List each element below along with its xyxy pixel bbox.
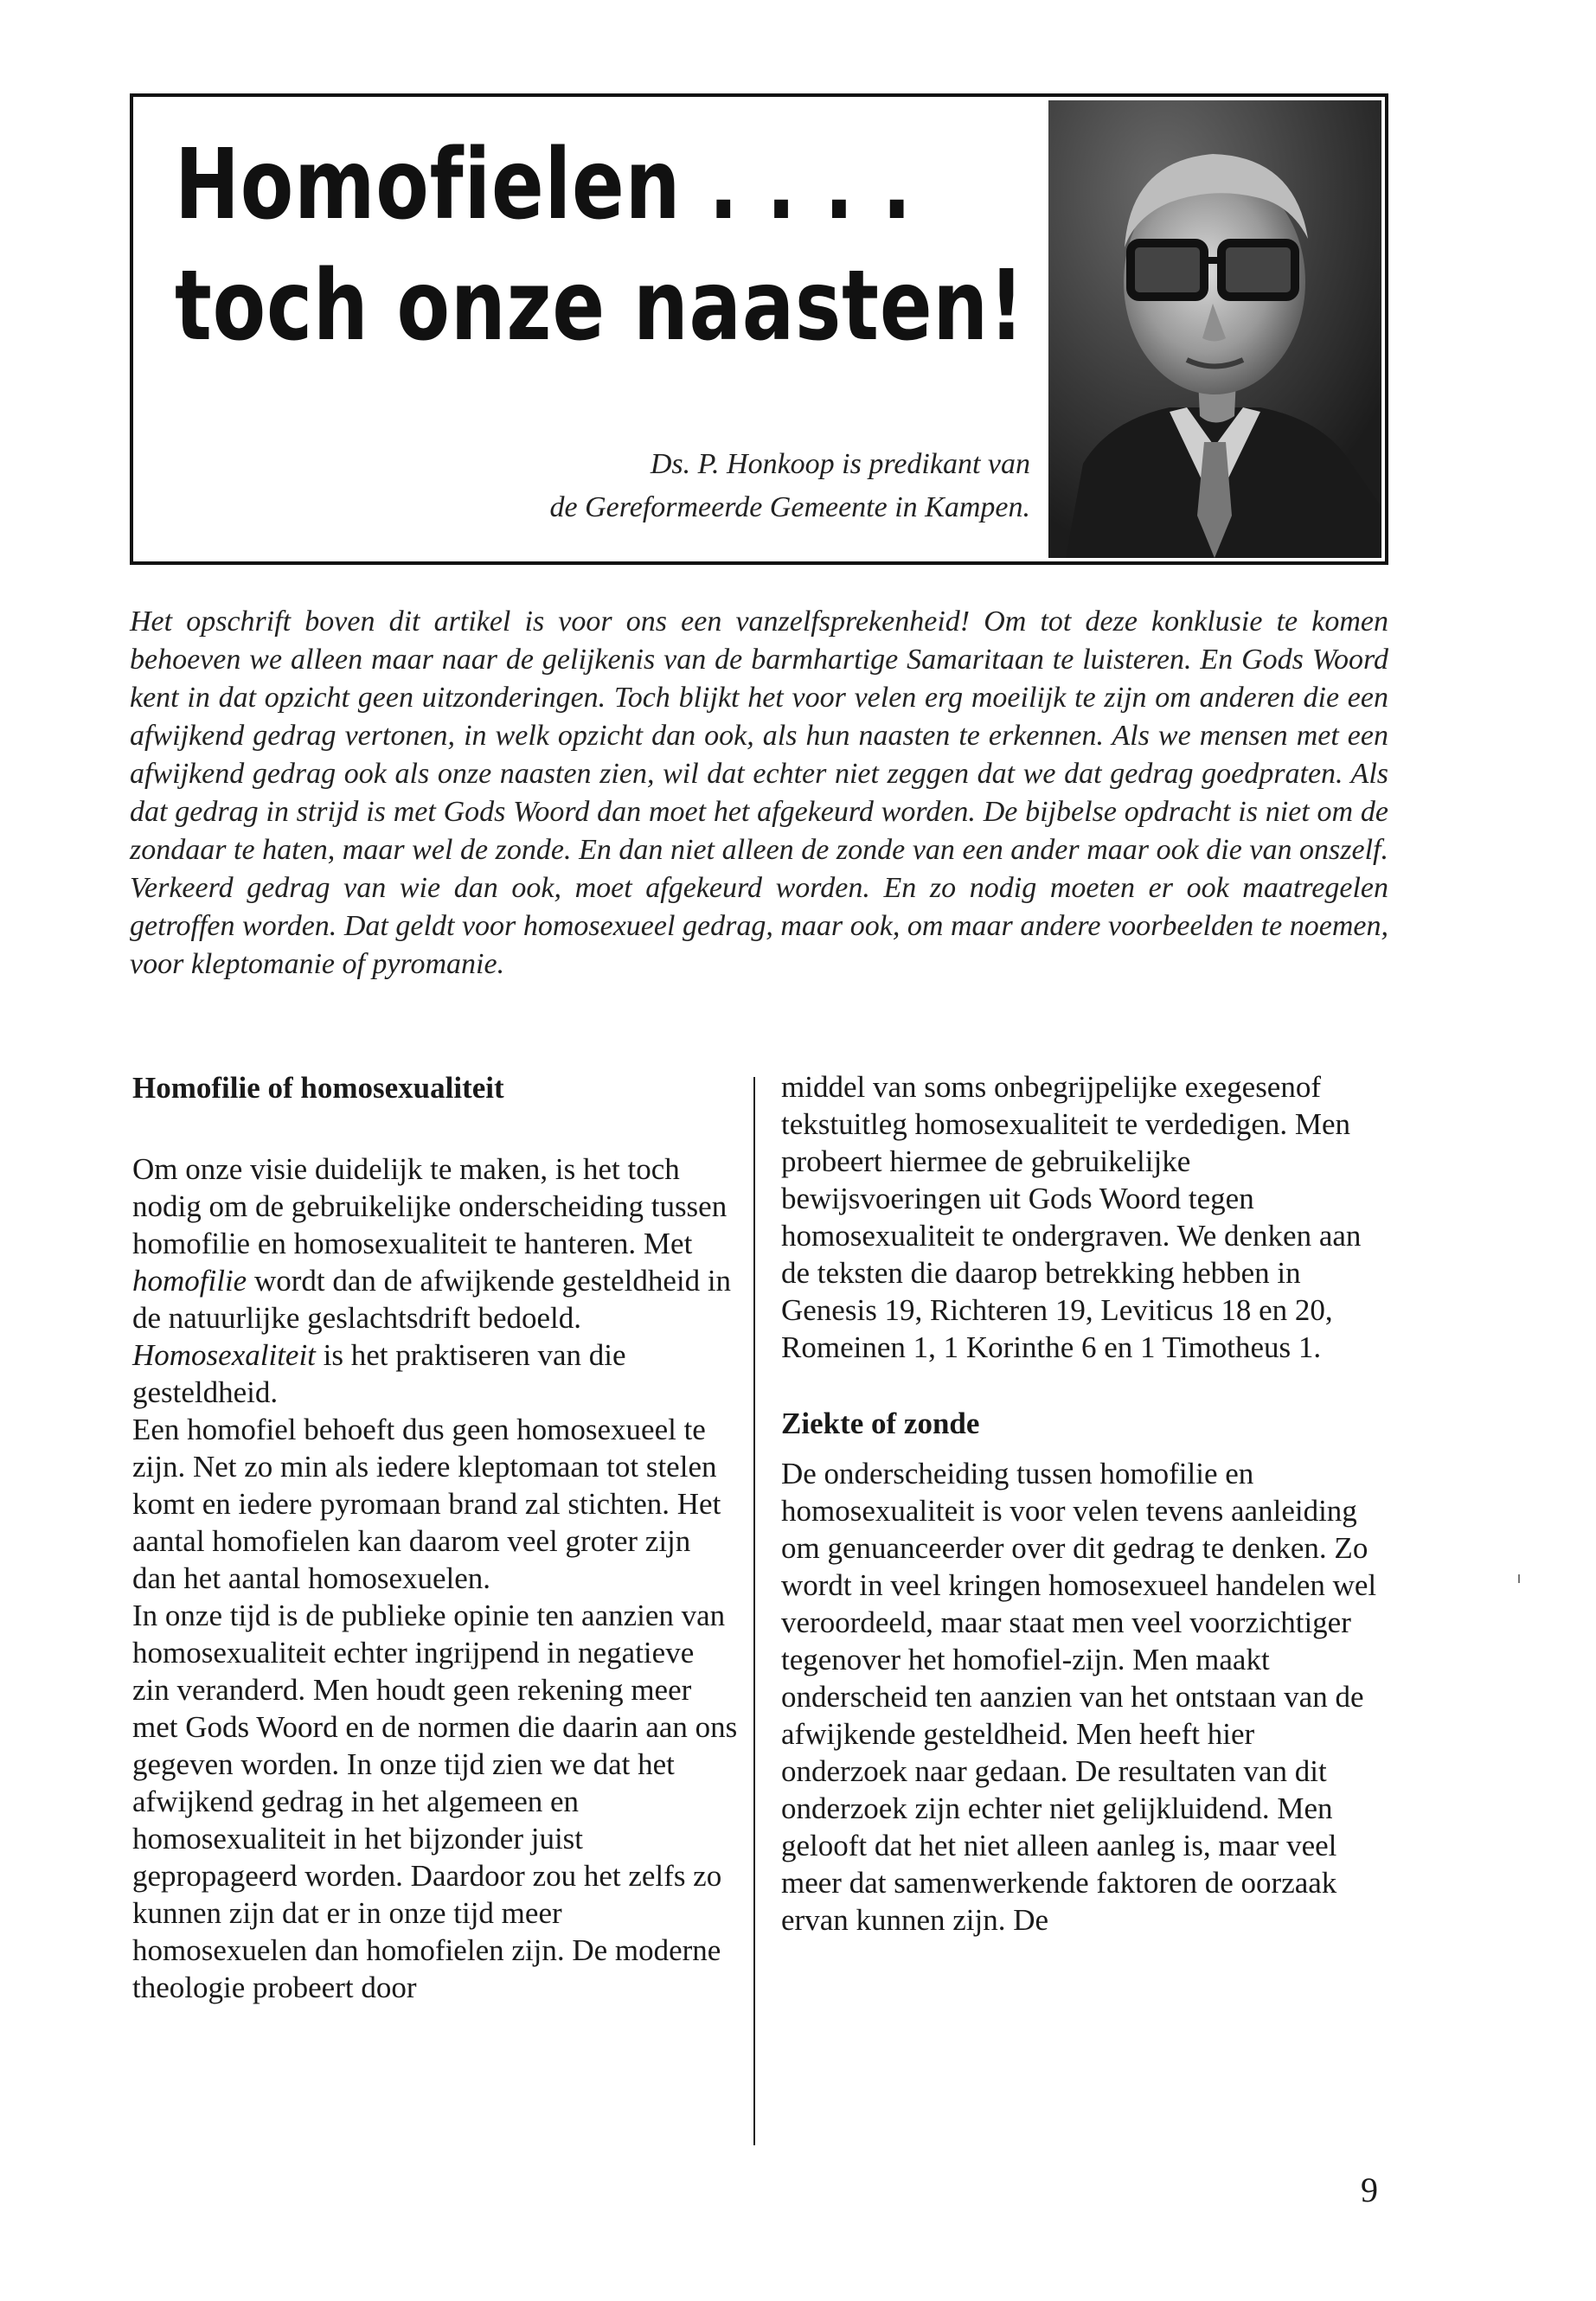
- section1-continuation: middel van soms onbegrijpelijke exegesenof tekstuitleg homosexualiteit te verdedigen. Men probeert hiermee de gebruikelijke bewijsvoeringen uit Gods Woord tegen homosexualiteit te ondergraven. We denken aan de teksten die daarop betrekking hebben in Genesis 19, Richteren 19, Leviticus 18 en 20, Romeinen 1, 1 Korinthe 6 en 1 Timotheus 1.: [781, 1070, 1362, 1364]
- column-left: [132, 1068, 738, 2006]
- author-portrait-icon: [1048, 100, 1381, 558]
- caption-line-1: Ds. P. Honkoop is predikant van: [650, 448, 1030, 480]
- section-heading-homofilie: Homofilie of homosexualiteit: [132, 1071, 504, 1105]
- caption-line-2: de Gereformeerde Gemeente in Kampen.: [549, 491, 1030, 523]
- article-title: [175, 125, 1025, 367]
- p1-text-end: is het praktiseren van die gesteldheid.: [132, 1338, 626, 1409]
- column-divider: [753, 1077, 755, 2145]
- section1-paragraph-3: In onze tijd is de publieke opinie ten aanzien van homosexualiteit echter ingrijpend in negatieve zin veranderd. Men houdt geen rekening meer met Gods Woord en de normen die daarin aan ons gegeven worden. In onze tijd zien we dat het afwijkend gedrag in het algemeen en homosexualiteit in het bijzonder juist gepropageerd worden. Daardoor zou het zelfs zo kunnen zijn dat er in onze tijd meer homosexuelen dan homofielen zijn. De moderne theologie probeert door: [132, 1599, 738, 2004]
- author-photo: [1048, 100, 1381, 558]
- term-homosexaliteit: Homosexaliteit: [132, 1338, 316, 1372]
- title-line-1: Homofielen . . . .: [175, 129, 913, 241]
- p1-text-start: Om onze visie duidelijk te maken, is het toch nodig om de gebruikelijke onderscheiding tussen homofilie en homosexualiteit te hanteren. Met: [132, 1152, 727, 1260]
- page-number: 9: [1361, 2170, 1378, 2209]
- section-heading-ziekte: Ziekte of zonde: [781, 1407, 980, 1440]
- title-line-2: toch onze naasten!: [175, 250, 1025, 362]
- author-caption: [550, 443, 1030, 529]
- scan-mark: [1518, 1574, 1520, 1583]
- article-header: [130, 93, 1388, 565]
- section1-paragraph-2: Een homofiel behoeft dus geen homosexueel te zijn. Net zo min als iedere kleptomaan tot stelen komt en iedere pyromaan brand zal stichten. Het aantal homofielen kan daarom veel groter zijn dan het aantal homosexuelen.: [132, 1413, 721, 1595]
- intro-paragraph: Het opschrift boven dit artikel is voor ons een vanzelfsprekenheid! Om tot deze konklusie te komen behoeven we alleen maar naar de gelijkenis van de barmhartige Samaritaan te luisteren. En Gods Woord kent in dat opzicht geen uitzonderingen. Toch blijkt het voor velen erg moeilijk te zijn om anderen die een afwijkend gedrag vertonen, in welk opzicht dan ook, als hun naasten te erkennen. Als we mensen met een afwijkend gedrag ook als onze naasten zien, wil dat echter niet zeggen dat we dat gedrag goedpraten. Als dat gedrag in strijd is met Gods Woord dan moet het afgekeurd worden. De bijbelse opdracht is niet om de zondaar te haten, maar wel de zonde. En dan niet alleen de zonde van een ander maar ook die van onszelf. Verkeerd gedrag van wie dan ook, moet afgekeurd worden. En zo nodig moeten er ook maatregelen getroffen worden. Dat geldt voor homosexueel gedrag, maar ook, om maar andere voorbeelden te noemen, voor kleptomanie of pyromanie.: [130, 606, 1388, 980]
- term-homofilie: homofilie: [132, 1264, 247, 1298]
- section2-paragraph-1: De onderscheiding tussen homofilie en homosexualiteit is voor velen tevens aanleiding om genuanceerder over dit gedrag te denken. Zo wordt in veel kringen homosexueel handelen wel veroordeeld, maar staat men veel voorzichtiger tegenover het homofiel-zijn. Men maakt onderscheid ten aanzien van het ontstaan van de afwijkende gesteldheid. Men heeft hier onderzoek naar gedaan. De resultaten van dit onderzoek zijn echter niet gelijkluidend. Men gelooft dat het niet alleen aanleg is, maar veel meer dat samenwerkende faktoren de oorzaak ervan kunnen zijn. De: [781, 1457, 1377, 1937]
- section1-paragraph-1: [132, 1150, 738, 1411]
- article-columns: [132, 1068, 1395, 2154]
- p1-text-mid: wordt dan de afwijkende gesteldheid in de natuurlijke geslachtsdrift bedoeld.: [132, 1264, 732, 1335]
- column-right: [781, 1068, 1387, 1939]
